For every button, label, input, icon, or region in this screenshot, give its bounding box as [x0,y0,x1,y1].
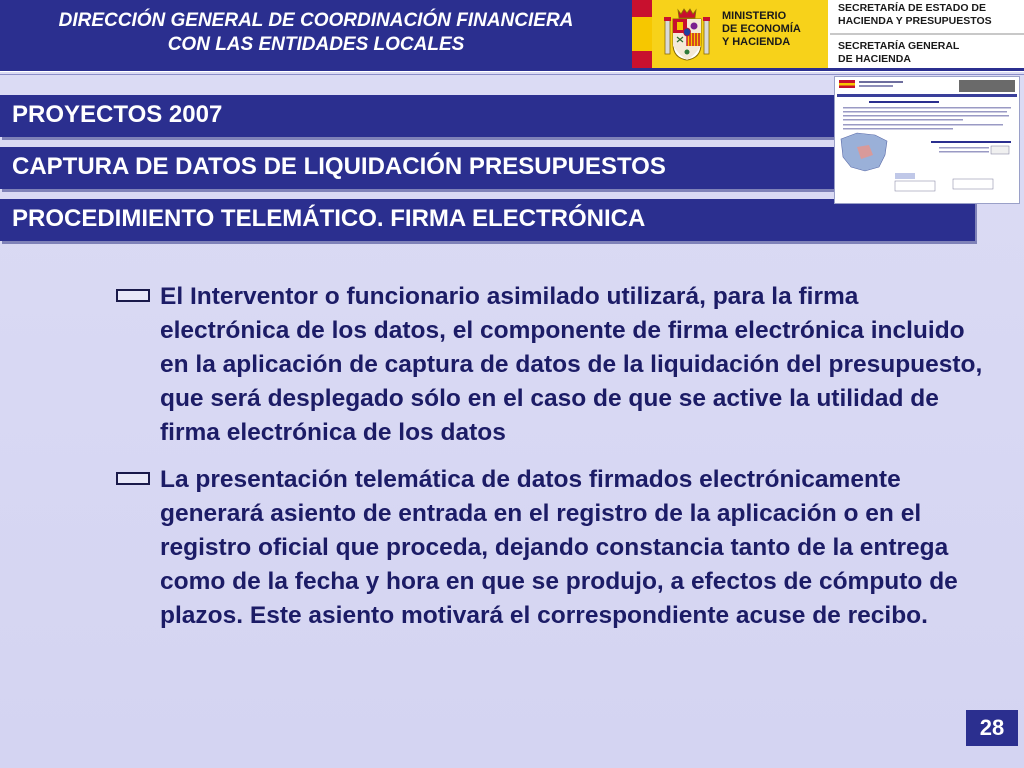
page-number: 28 [966,710,1018,746]
ministry-name-line1: MINISTERIO [722,10,787,22]
secretary-of-state-line2: HACIENDA Y PRESUPUESTOS [838,15,992,27]
bullet-text: El Interventor o funcionario asimilado utilizará, para la firma electrónica de los datos, el componente de firma electrónica incluido en la aplicación de captura de datos de la liquidación del presupuesto, que será desplegado sólo en el caso de que se active la utilidad de firma electrónica de los datos [160,283,983,446]
header-banner [0,0,1024,72]
ministry-name-line2: DE ECONOMÍA [722,23,801,35]
department-title-line1: DIRECCIÓN GENERAL DE COORDINACIÓN FINANCIERA [58,10,574,31]
secretary-general-line2: DE HACIENDA [838,53,911,65]
slide-content [112,280,992,646]
secretary-of-state-line1: SECRETARÍA DE ESTADO DE [838,2,986,14]
ministry-name-line3: Y HACIENDA [722,36,791,48]
application-screenshot-image [835,77,1019,203]
title-bar-procedure: PROCEDIMIENTO TELEMÁTICO. FIRMA ELECTRÓNICA [0,199,975,241]
ministry-name [722,10,826,49]
spain-coat-of-arms-icon [664,6,710,62]
application-screenshot-thumbnail [834,76,1020,204]
secretary-of-state-label [830,0,1024,32]
department-title-line2: CON LAS ENTIDADES LOCALES [167,34,465,55]
bullet-item [112,463,992,633]
secretary-general-line1: SECRETARÍA GENERAL [838,40,960,52]
bullet-text: La presentación telemática de datos firmados electrónicamente generará asiento de entrada en el registro de la aplicación o en el registro oficial que proceda, dejando constancia tanto de la entrega como de la fecha y hora en que se produjo, a efectos de cómputo de plazos. Este asiento motivará el correspondiente acuse de recibo. [160,466,958,629]
bullet-item [112,280,992,450]
title-bar-capture: CAPTURA DE DATOS DE LIQUIDACIÓN PRESUPUESTOS [0,147,840,189]
title-bar-projects: PROYECTOS 2007 [0,95,840,137]
header-rule [0,68,1024,71]
secretary-general-label [830,36,1024,68]
header-rule-thin [0,74,1024,75]
secretary-divider [830,33,1024,35]
ministry-logo [652,0,828,68]
rectangle-bullet-icon [116,289,150,302]
rectangle-bullet-icon [116,472,150,485]
department-title [0,0,632,68]
spain-flag-strip [632,0,652,68]
